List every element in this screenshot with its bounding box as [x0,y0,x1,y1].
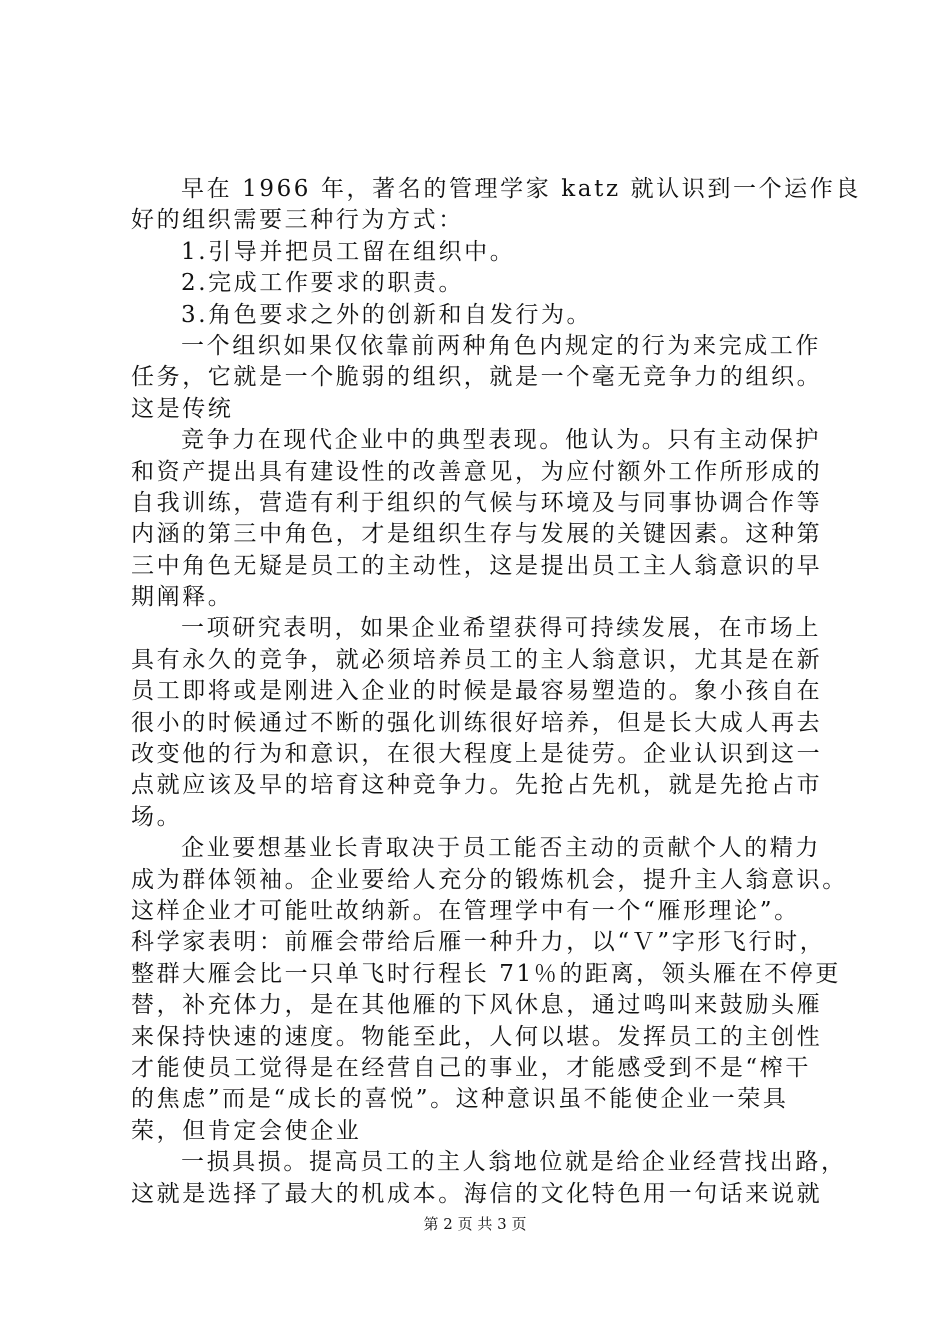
document-body [131,174,861,1210]
text-line: 场。 [131,803,183,830]
text-line: 一个组织如果仅依靠前两种角色内规定的行为来完成工作 [181,332,821,359]
text-line: 内涵的第三中角色，才是组织生存与发展的关键因素。这种第 [131,521,823,548]
text-line: 一损具损。提高员工的主人翁地位就是给企业经营找出路， [181,1149,847,1176]
text-line: 很小的时候通过不断的强化训练很好培养，但是长大成人再去 [131,709,823,736]
text-line: 才能使员工觉得是在经营自己的事业，才能感受到不是“榨干 [131,1054,811,1081]
text-line: 来保持快速的速度。物能至此，人何以堪。发挥员工的主创性 [131,1023,823,1050]
text-line: 一项研究表明，如果企业希望获得可持续发展，在市场上 [181,615,821,642]
text-line: 荣，但肯定会使企业 [131,1117,362,1144]
list-item: 2.完成工作要求的职责。 [181,270,465,297]
text-line: 替，补充体力，是在其他雁的下风休息，通过鸣叫来鼓励头雁 [131,992,823,1019]
text-line: 和资产提出具有建设性的改善意见，为应付额外工作所形成的 [131,458,823,485]
list-item: 1.引导并把员工留在组织中。 [181,238,516,265]
text-line: 自我训练，营造有利于组织的气候与环境及与同事协调合作等 [131,489,823,516]
text-line: 三中角色无疑是员工的主动性，这是提出员工主人翁意识的早 [131,552,823,579]
text-line: 这样企业才可能吐故纳新。在管理学中有一个“雁形理论”。 [131,897,800,924]
text-line: 这就是选择了最大的机成本。海信的文化特色用一句话来说就 [131,1180,823,1207]
text-line: 点就应该及早的培育这种竞争力。先抢占先机，就是先抢占市 [131,772,823,799]
text-line: 改变他的行为和意识，在很大程度上是徒劳。企业认识到这一 [131,741,823,768]
text-line: 这是传统 [131,395,234,422]
list-item: 3.角色要求之外的创新和自发行为。 [181,301,593,328]
text-line: 好的组织需要三种行为方式： [131,207,464,234]
text-line: 早在 1966 年，著名的管理学家 katz 就认识到一个运作良 [181,176,861,202]
text-line: 整群大雁会比一只单飞时行程长 71％的距离，领头雁在不停更 [131,960,841,987]
text-line: 期阐释。 [131,584,234,611]
text-line: 成为群体领袖。企业要给人充分的锻炼机会，提升主人翁意识。 [131,866,848,893]
text-line: 科学家表明：前雁会带给后雁一种升力，以“Ｖ”字形飞行时， [131,929,826,956]
text-line: 任务，它就是一个脆弱的组织，就是一个毫无竞争力的组织。 [131,364,823,391]
text-line: 员工即将或是刚进入企业的时候是最容易塑造的。象小孩自在 [131,678,823,705]
text-line: 具有永久的竞争，就必须培养员工的主人翁意识，尤其是在新 [131,646,823,673]
page-number-footer: 第 2 页 共 3 页 [423,1215,527,1233]
text-line: 的焦虑”而是“成长的喜悦”。这种意识虽不能使企业一荣具 [131,1086,789,1113]
text-line: 企业要想基业长青取决于员工能否主动的贡献个人的精力 [181,835,821,862]
text-line: 竞争力在现代企业中的典型表现。他认为。只有主动保护 [181,427,821,454]
